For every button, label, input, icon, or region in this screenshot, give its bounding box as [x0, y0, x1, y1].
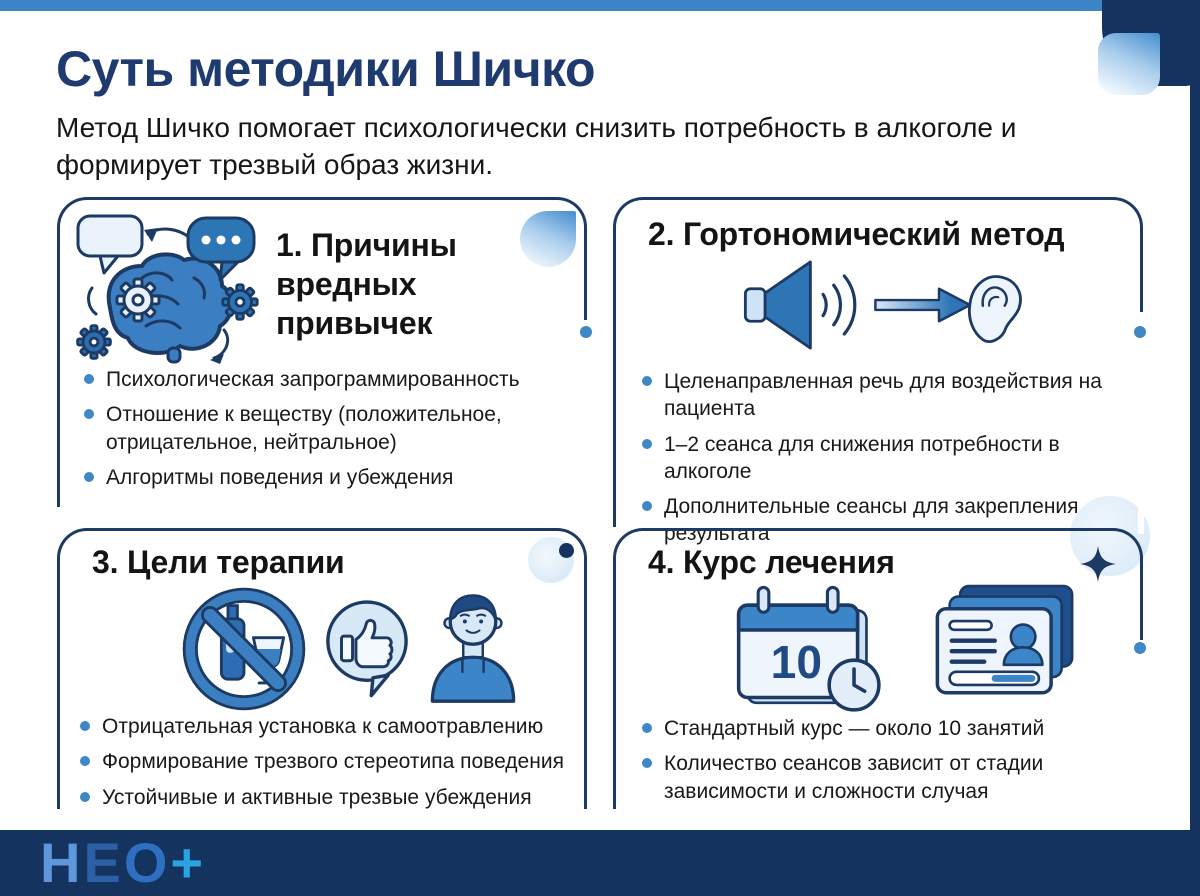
bullet-text: Отрицательная установка к самоотравлению [102, 715, 544, 738]
bullet-text: Дополнительные сеансы для закрепления результата [664, 495, 1079, 546]
sparkle-star-icon [1080, 546, 1116, 582]
bullet-dot [80, 721, 90, 731]
card-title-causes [276, 226, 457, 343]
card-title-line: 1. Причины [276, 227, 457, 263]
card-title-course: 4. Курс лечения [648, 544, 895, 580]
logo-letter: + [170, 831, 207, 894]
bullet-text: Устойчивые и активные трезвые убеждения [102, 785, 532, 809]
bullet-text: 1–2 сеанса для снижения потребности в алкоголе [664, 432, 1060, 483]
thumbs-up-bubble-icon [320, 597, 414, 699]
bullet-dot [642, 723, 652, 733]
list-item [642, 368, 1142, 423]
corner-square-decoration [1098, 33, 1160, 95]
blue-dot-decoration [1134, 642, 1146, 654]
bullet-dot [80, 792, 90, 802]
leaf-decoration [520, 211, 576, 267]
card-treatment-course [613, 528, 1143, 809]
bullet-dot [642, 376, 652, 386]
logo-letter: Н [40, 831, 84, 894]
page-subtitle: Метод Шичко помогает психологически снизить потребность в алкоголе и формирует трезвый образ жизни. [56, 112, 1017, 180]
list-item [642, 431, 1142, 486]
person-icon [412, 579, 534, 703]
card-title-method: 2. Гортономический метод [648, 216, 1065, 252]
card-title-line: привычек [276, 305, 433, 342]
bullet-text: Формирование трезвого стереотипа поведения [102, 750, 564, 774]
top-accent-bar [0, 0, 1200, 11]
bullet-text: Количество сеансов зависит от стадии зависимости и сложности случая [664, 752, 1044, 803]
list-item [80, 748, 588, 775]
navy-dot-decoration [559, 543, 574, 558]
bullet-list [80, 713, 588, 819]
bullet-dot [642, 501, 652, 511]
list-item [642, 715, 1142, 742]
bullet-dot [84, 374, 94, 384]
card-border-gap [582, 320, 588, 514]
list-item [84, 366, 576, 393]
blue-dot-decoration [1134, 326, 1146, 338]
card-title-goals: 3. Цели терапии [92, 544, 345, 580]
speaker-to-ear-icon [708, 252, 1064, 358]
list-item [84, 464, 576, 491]
bullet-list [642, 715, 1142, 813]
card-causes [57, 197, 587, 507]
footer-bar [0, 830, 1200, 896]
calendar-number: 10 [770, 635, 823, 688]
bullet-dot [84, 472, 94, 482]
no-alcohol-icon [178, 583, 310, 715]
right-accent-bar [1190, 0, 1200, 896]
bullet-text: Психологическая запрограммированность [106, 368, 520, 391]
bullet-text: Отношение к веществу (положительное, отрицательное, нейтральное) [106, 403, 502, 454]
bullet-list [84, 366, 576, 499]
calendar-10-icon [714, 575, 900, 717]
bullet-dot [80, 756, 90, 766]
bullet-dot [642, 758, 652, 768]
list-item [642, 750, 1142, 805]
page-title: Суть методики Шичко [56, 41, 596, 97]
card-title-line: вредных [276, 266, 417, 303]
bullet-dot [642, 439, 652, 449]
logo-letter: Е [83, 831, 124, 894]
bullet-text: Стандартный курс — около 10 занятий [664, 717, 1045, 740]
list-item [80, 713, 588, 740]
card-therapy-goals [57, 528, 587, 809]
bullet-text: Целенаправленная речь для воздействия на пациента [664, 370, 1102, 421]
neo-plus-logo [40, 831, 207, 894]
id-cards-icon [908, 579, 1084, 719]
card-gortonomic-method [613, 197, 1143, 546]
brain-gears-icon [72, 212, 270, 364]
bullet-text: Алгоритмы поведения и убеждения [106, 465, 454, 489]
bullet-dot [84, 409, 94, 419]
logo-letter: О [123, 831, 171, 894]
list-item [84, 401, 576, 456]
blue-dot-decoration [580, 326, 592, 338]
list-item [80, 784, 588, 811]
